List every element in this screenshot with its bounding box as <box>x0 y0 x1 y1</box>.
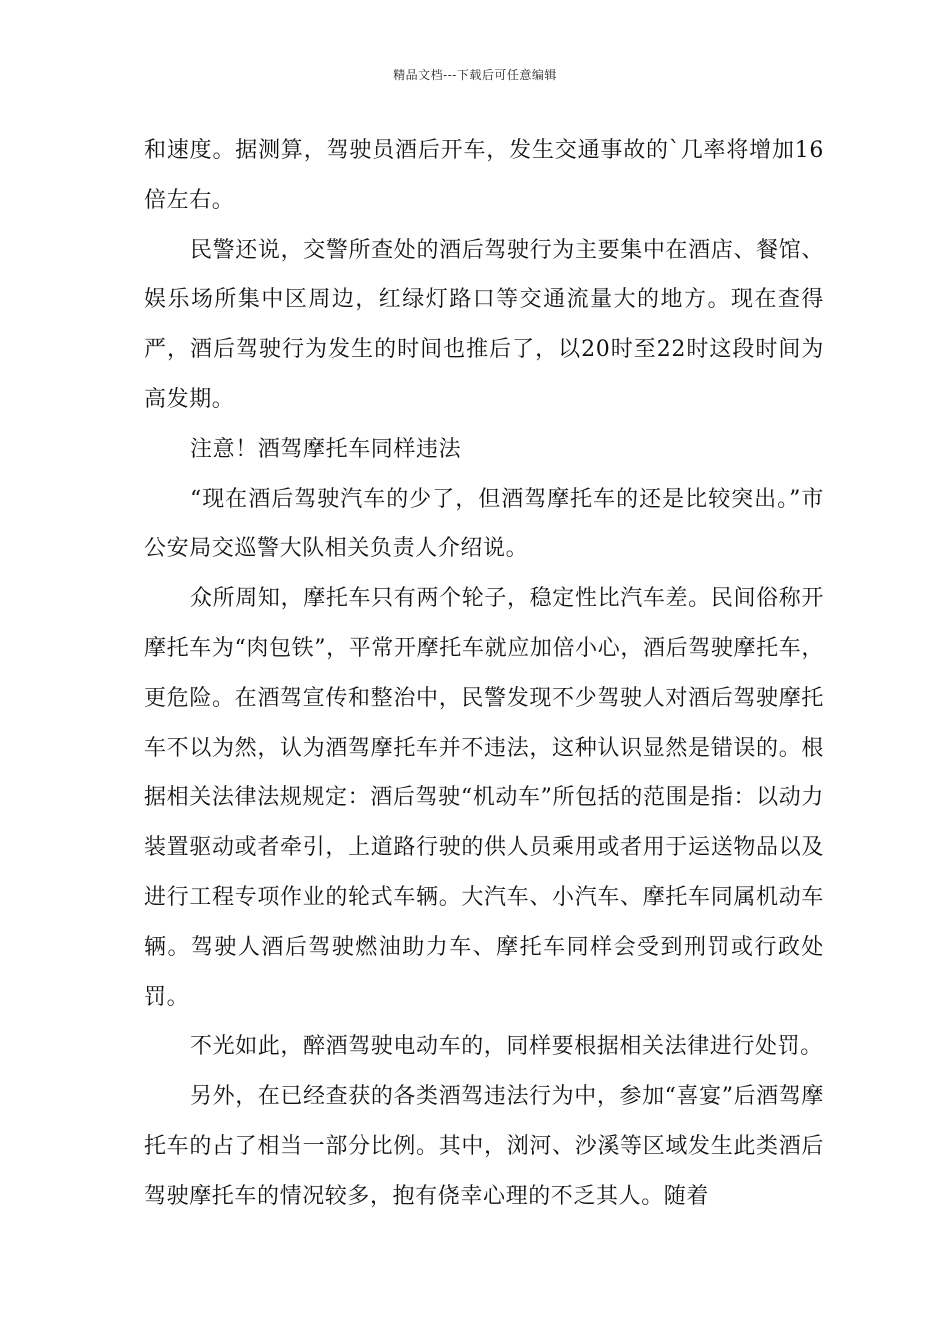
paragraph-motorcycle-law: 众所周知，摩托车只有两个轮子，稳定性比汽车差。民间俗称开摩托车为“肉包铁”，平常开摩托车就应加倍小心，酒后驾驶摩托车，更危险。在酒驾宣传和整治中，民警发现不少驾驶人对酒后驾驶摩托车不以为然，认为酒驾摩托车并不违法，这种认识显然是错误的。根据相关法律法规规定：酒后驾驶“机动车”所包括的范围是指：以动力装置驱动或者牵引，上道路行驶的供人员乘用或者用于运送物品以及进行工程专项作业的轮式车辆。大汽车、小汽车、摩托车同属机动车辆。驾驶人酒后驾驶燃油助力车、摩托车同样会受到刑罚或行政处罚。 <box>144 586 824 1010</box>
document-body <box>144 126 824 1222</box>
paragraph-wedding-banquet: 另外，在已经查获的各类酒驾违法行为中，参加“喜宴”后酒驾摩托车的占了相当一部分比例。其中，浏河、沙溪等区域发生此类酒后驾驶摩托车的情况较多，抱有侥幸心理的不乏其人。随着 <box>144 1084 824 1209</box>
paragraph-quote: “现在酒后驾驶汽车的少了，但酒驾摩托车的还是比较突出。”市公安局交巡警大队相关负责人介绍说。 <box>144 486 824 562</box>
paragraph-electric-bike: 不光如此，醉酒驾驶电动车的，同样要根据相关法律进行处罚。 <box>190 1034 823 1060</box>
paragraph-police-remarks: 民警还说，交警所查处的酒后驾驶行为主要集中在酒店、餐馆、娱乐场所集中区周边，红绿灯路口等交通流量大的地方。现在查得严，酒后驾驶行为发生的时间也推后了，以20时至22时这段时间为高发期。 <box>144 237 824 412</box>
section-heading: 注意！酒驾摩托车同样违法 <box>190 436 462 462</box>
page-header: 精品文档---下载后可任意编辑 <box>393 68 557 82</box>
paragraph-continuation: 和速度。据测算，驾驶员酒后开车，发生交通事故的`几率将增加16倍左右。 <box>144 138 824 213</box>
